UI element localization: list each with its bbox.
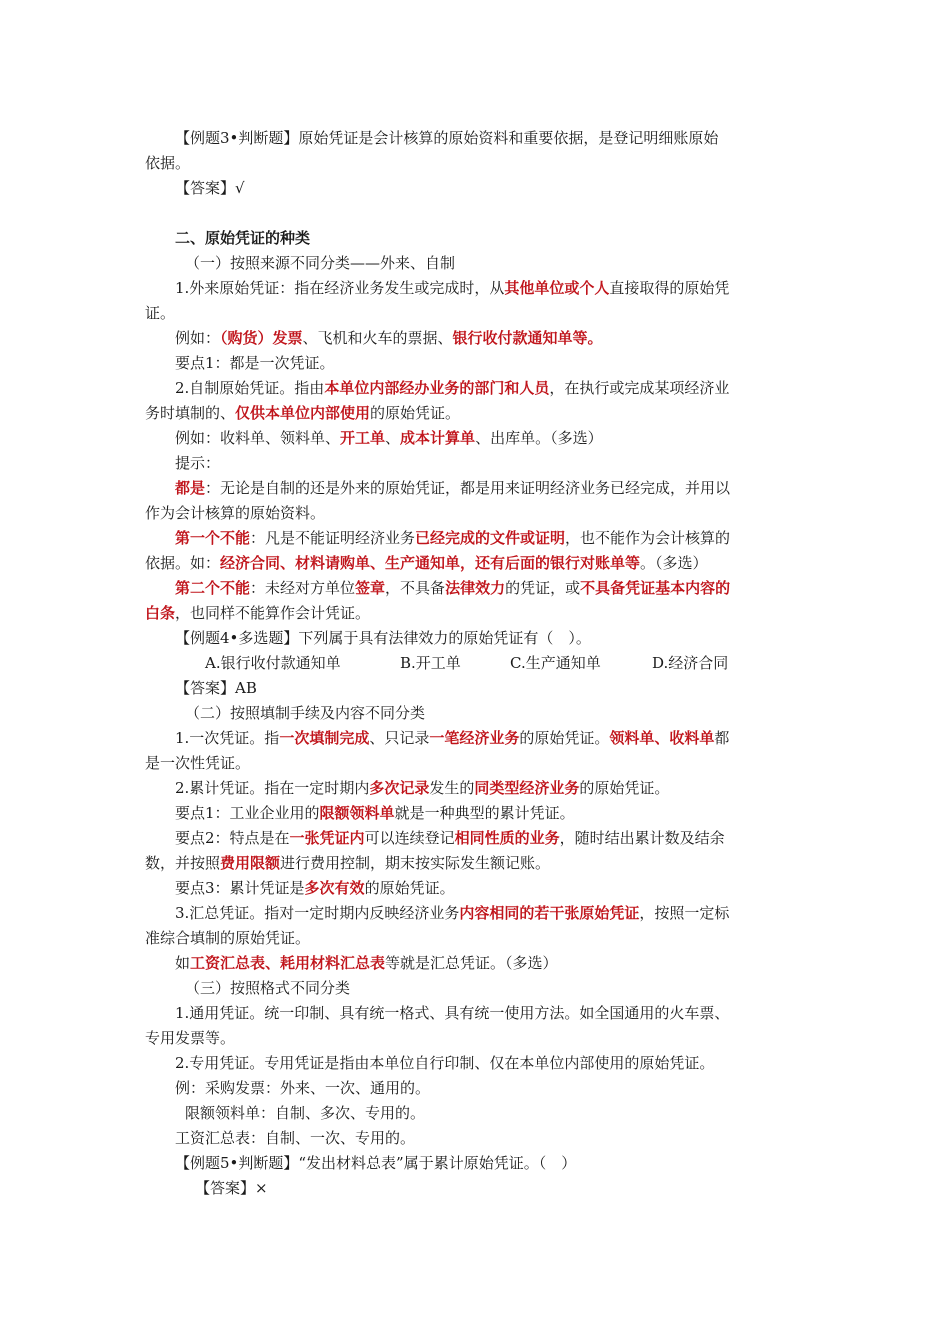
highlight-text: 其他单位或个人	[504, 279, 610, 297]
body-text: ，随时结出累计数及结余	[559, 829, 725, 847]
highlight-text: 不具备凭证基本内容的	[580, 579, 731, 597]
text-line	[175, 453, 835, 473]
highlight-text: 签章	[355, 579, 386, 597]
body-text: 依据。如：	[145, 554, 221, 572]
text-line	[185, 703, 845, 723]
example-3-answer	[175, 178, 835, 198]
body-text: 进行费用控制，期末按实际发生额记账。	[280, 854, 551, 872]
text-line	[175, 328, 835, 348]
body-text: 等就是汇总凭证。（多选）	[385, 954, 558, 972]
highlight-text: 仅供本单位内部使用	[235, 404, 371, 422]
body-text: 都	[714, 729, 730, 747]
highlight-text: 法律效力	[445, 579, 506, 597]
section-title	[175, 228, 835, 248]
highlight-text: 成本计算单	[400, 429, 476, 447]
body-text: ，在执行或完成某项经济业	[549, 379, 730, 397]
body-text: ：无论是自制的还是外来的原始凭证，都是用来证明经济业务已经完成，并用以	[205, 479, 731, 497]
text-line	[145, 928, 805, 948]
highlight-text: 一张凭证内	[289, 829, 365, 847]
text-line	[145, 403, 805, 423]
body-text: 要点1：工业企业用的	[175, 804, 320, 822]
text-line	[175, 778, 835, 798]
body-text: 、	[385, 429, 401, 447]
text-line	[145, 853, 805, 873]
body-text: 2.专用凭证。专用凭证是指由本单位自行印制、仅在本单位内部使用的原始凭证。	[175, 1054, 715, 1072]
highlight-text: 已经完成的文件或证明	[415, 529, 566, 547]
body-text: 例如：收料单、领料单、	[175, 429, 341, 447]
body-text: 【答案】×	[195, 1179, 268, 1197]
example-4-option: D.经济合同	[652, 654, 729, 672]
highlight-text: 内容相同的若干张原始凭证	[459, 904, 640, 922]
body-text: 3.汇总凭证。指对一定时期内反映经济业务	[175, 904, 460, 922]
highlight-text: 银行收付款通知单等。	[452, 329, 603, 347]
body-text: （二）按照填制手续及内容不同分类	[185, 704, 426, 722]
example-5-answer	[195, 1178, 855, 1198]
body-text: 数，并按照	[145, 854, 221, 872]
highlight-text: 多次有效	[304, 879, 365, 897]
example-5-question	[175, 1153, 835, 1173]
example-4-option: B.开工单	[400, 654, 461, 672]
body-text: 依据。	[145, 154, 191, 172]
text-line	[145, 503, 805, 523]
highlight-text: 工资汇总表、耗用材料汇总表	[190, 954, 386, 972]
body-text: 要点2：特点是在	[175, 829, 290, 847]
body-text: 、只记录	[369, 729, 430, 747]
body-text: 工资汇总表：自制、一次、专用的。	[175, 1129, 416, 1147]
example-4-question	[175, 628, 835, 648]
highlight-text: 一笔经济业务	[429, 729, 520, 747]
body-text: 1.外来原始凭证：指在经济业务发生或完成时，从	[175, 279, 505, 297]
highlight-text: 费用限额	[220, 854, 281, 872]
text-line	[175, 578, 835, 598]
body-text: 是一次性凭证。	[145, 754, 251, 772]
body-text: 就是一种典型的累计凭证。	[394, 804, 575, 822]
heading-text: 二、原始凭证的种类	[175, 229, 311, 247]
text-line	[175, 478, 835, 498]
body-text: 专用发票等。	[145, 1029, 236, 1047]
body-text: （三）按照格式不同分类	[185, 979, 351, 997]
body-text: 的原始凭证。	[519, 729, 610, 747]
highlight-text: 第二个不能	[175, 579, 251, 597]
text-line	[145, 753, 805, 773]
text-line	[175, 353, 835, 373]
body-text: 发生的	[429, 779, 475, 797]
body-text: 的原始凭证。	[370, 404, 461, 422]
body-text: 作为会计核算的原始资料。	[145, 504, 326, 522]
body-text: 例：采购发票：外来、一次、通用的。	[175, 1079, 431, 1097]
example-4-answer	[175, 678, 835, 698]
body-text: ：未经对方单位	[250, 579, 356, 597]
body-text: （一）按照来源不同分类——外来、自制	[185, 254, 456, 272]
body-text: ，按照一定标	[639, 904, 730, 922]
body-text: 证。	[145, 304, 176, 322]
body-text: 、出库单。（多选）	[475, 429, 603, 447]
body-text: 2.自制原始凭证。指由	[175, 379, 325, 397]
example-4-option: C.生产通知单	[510, 654, 601, 672]
body-text: 的原始凭证。	[579, 779, 670, 797]
text-line	[175, 378, 835, 398]
text-line	[145, 1028, 805, 1048]
highlight-text: 白条	[145, 604, 176, 622]
text-line	[175, 1078, 835, 1098]
example-3-question	[175, 128, 835, 148]
body-text: 【例题5•判断题】“发出材料总表”属于累计原始凭证。（ ）	[175, 1154, 577, 1172]
text-line	[175, 728, 835, 748]
body-text: 的凭证，或	[505, 579, 581, 597]
highlight-text: （购货）发票	[220, 329, 303, 347]
highlight-text: 都是	[175, 479, 206, 497]
highlight-text: 多次记录	[369, 779, 430, 797]
text-line	[175, 828, 835, 848]
highlight-text: 经济合同、材料请购单、生产通知单，还有后面的银行对账单等	[220, 554, 641, 572]
text-line	[145, 603, 805, 623]
text-line	[175, 528, 835, 548]
body-text: 【答案】AB	[175, 679, 257, 697]
body-text: ：凡是不能证明经济业务	[250, 529, 416, 547]
body-text: ，也不能作为会计核算的	[565, 529, 731, 547]
highlight-text: 限额领料单	[319, 804, 395, 822]
body-text: ，不具备	[385, 579, 446, 597]
text-line	[175, 878, 835, 898]
body-text: 1.一次凭证。指	[175, 729, 280, 747]
body-text: 的原始凭证。	[364, 879, 455, 897]
text-line	[145, 303, 805, 323]
body-text: 。（多选）	[640, 554, 708, 572]
highlight-text: 本单位内部经办业务的部门和人员	[324, 379, 550, 397]
body-text: 2.累计凭证。指在一定时期内	[175, 779, 370, 797]
highlight-text: 第一个不能	[175, 529, 251, 547]
example-4-option: A.银行收付款通知单	[205, 654, 341, 672]
text-line	[145, 153, 805, 173]
body-text: 【例题4•多选题】下列属于具有法律效力的原始凭证有（ ）。	[175, 629, 591, 647]
body-text: 、飞机和火车的票据、	[302, 329, 453, 347]
body-text: 1.通用凭证。统一印制、具有统一格式、具有统一使用方法。如全国通用的火车票、	[175, 1004, 730, 1022]
body-text: 提示：	[175, 454, 221, 472]
body-text: 要点1：都是一次凭证。	[175, 354, 335, 372]
text-line	[185, 253, 845, 273]
body-text: 例如：	[175, 329, 221, 347]
highlight-text: 开工单	[340, 429, 386, 447]
body-text: 【答案】√	[175, 179, 245, 197]
body-text: 限额领料单：自制、多次、专用的。	[185, 1104, 426, 1122]
body-text: 如	[175, 954, 191, 972]
text-line	[175, 428, 835, 448]
text-line	[175, 803, 835, 823]
body-text: ，也同样不能算作会计凭证。	[175, 604, 371, 622]
highlight-text: 一次填制完成	[279, 729, 370, 747]
text-line	[185, 978, 845, 998]
text-line	[185, 1103, 845, 1123]
text-line	[175, 953, 835, 973]
body-text: 准综合填制的原始凭证。	[145, 929, 311, 947]
text-line	[175, 1003, 835, 1023]
body-text: 【例题3•判断题】原始凭证是会计核算的原始资料和重要依据，是登记明细账原始	[175, 129, 719, 147]
text-line	[175, 278, 835, 298]
highlight-text: 领料单、收料单	[609, 729, 715, 747]
body-text: 可以连续登记	[364, 829, 455, 847]
body-text: 务时填制的、	[145, 404, 236, 422]
text-line	[145, 553, 805, 573]
body-text: 直接取得的原始凭	[609, 279, 730, 297]
text-line	[175, 1053, 835, 1073]
text-line	[175, 903, 835, 923]
highlight-text: 同类型经济业务	[474, 779, 580, 797]
text-line	[175, 1128, 835, 1148]
highlight-text: 相同性质的业务	[454, 829, 560, 847]
body-text: 要点3：累计凭证是	[175, 879, 305, 897]
